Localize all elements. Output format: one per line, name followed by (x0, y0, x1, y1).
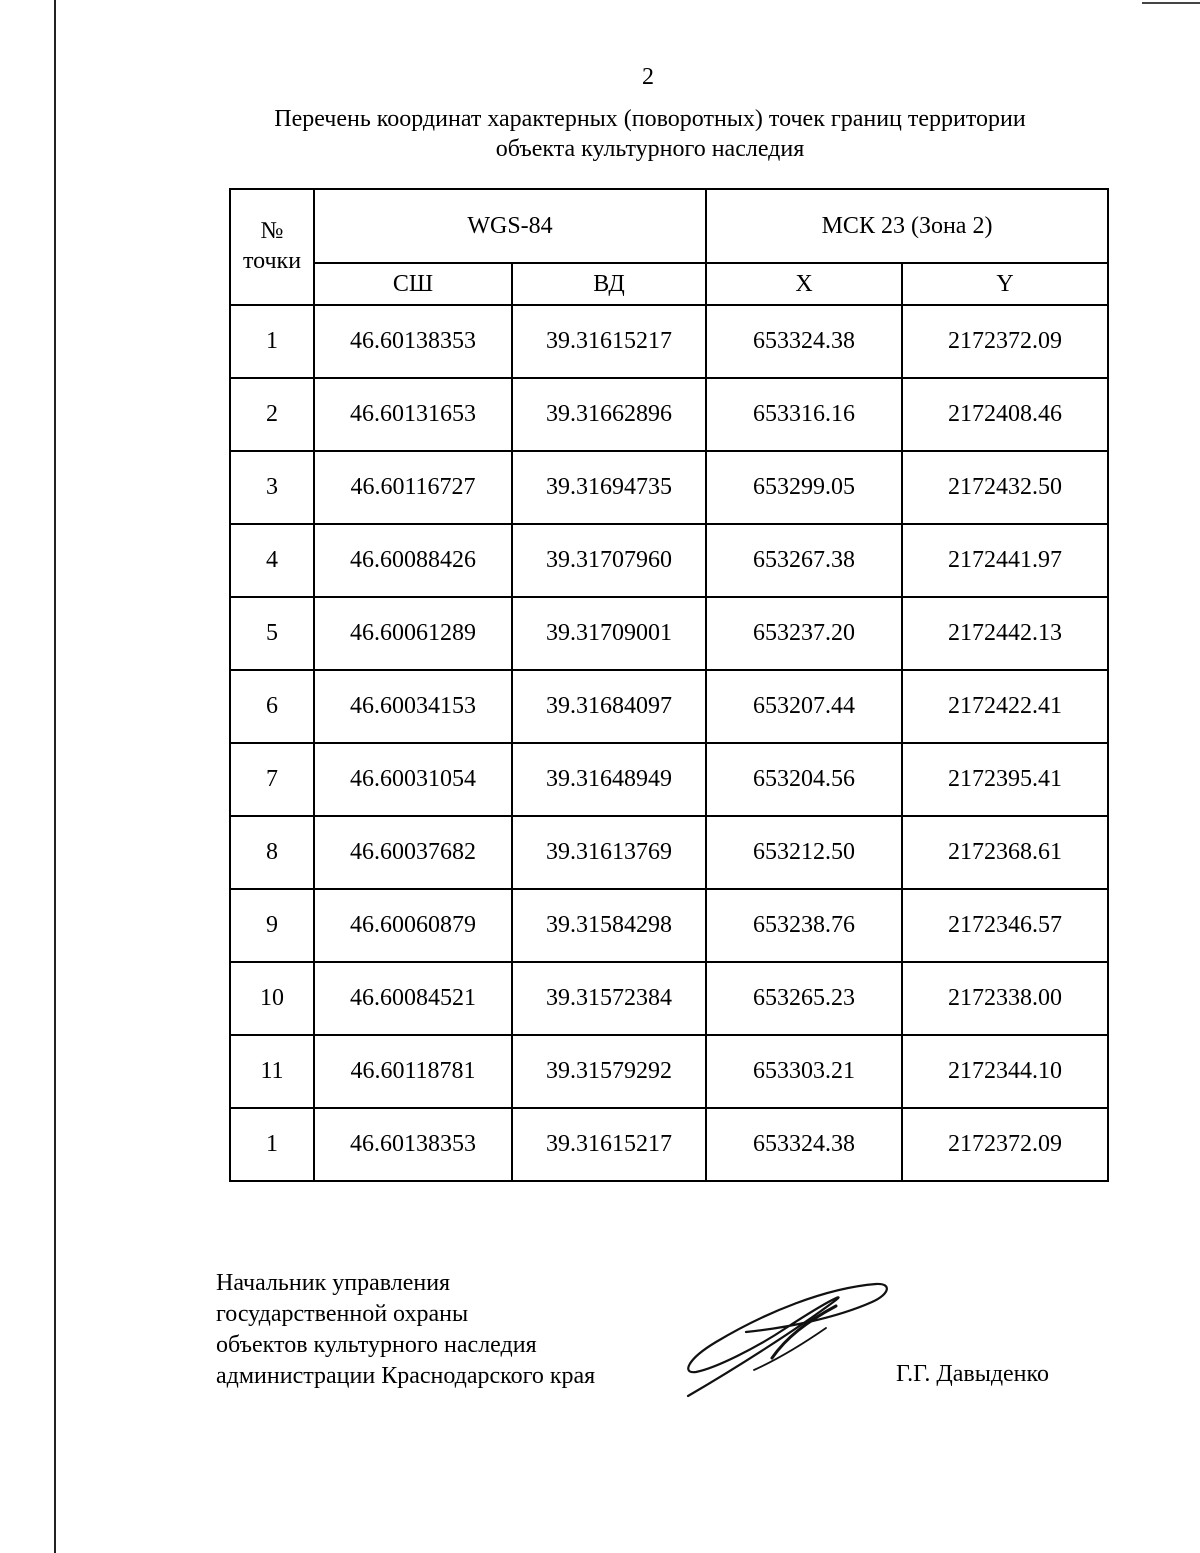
y-cell: 2172372.09 (902, 305, 1108, 378)
point-number-cell: 8 (230, 816, 314, 889)
latitude-cell: 46.60034153 (314, 670, 512, 743)
latitude-header: СШ (314, 263, 512, 305)
title-line-2: объекта культурного наследия (495, 136, 805, 162)
x-cell: 653324.38 (706, 305, 902, 378)
table-row (230, 962, 1108, 1035)
corner-scan-mark (1142, 2, 1200, 4)
y-cell: 2172368.61 (902, 816, 1108, 889)
longitude-cell: 39.31694735 (512, 451, 706, 524)
y-cell: 2172432.50 (902, 451, 1108, 524)
point-number-cell: 4 (230, 524, 314, 597)
point-number-header-line2: точки (242, 248, 302, 274)
longitude-cell: 39.31584298 (512, 889, 706, 962)
position-line-2: государственной охраны (216, 1301, 469, 1327)
x-cell: 653324.38 (706, 1108, 902, 1181)
x-cell: 653237.20 (706, 597, 902, 670)
latitude-cell: 46.60060879 (314, 889, 512, 962)
longitude-cell: 39.31662896 (512, 378, 706, 451)
title-line-1: Перечень координат характерных (поворотных) точек границ территории (274, 106, 1026, 132)
handwritten-signature (676, 1272, 896, 1402)
wgs84-header: WGS-84 (314, 189, 706, 263)
x-cell: 653316.16 (706, 378, 902, 451)
point-number-cell: 7 (230, 743, 314, 816)
table-row (230, 743, 1108, 816)
point-number-cell: 5 (230, 597, 314, 670)
latitude-cell: 46.60116727 (314, 451, 512, 524)
table-row (230, 1035, 1108, 1108)
point-number-cell: 11 (230, 1035, 314, 1108)
position-line-4: администрации Краснодарского края (216, 1363, 596, 1389)
point-number-header (230, 189, 314, 305)
latitude-cell: 46.60084521 (314, 962, 512, 1035)
point-number-cell: 3 (230, 451, 314, 524)
y-cell: 2172372.09 (902, 1108, 1108, 1181)
table-row (230, 451, 1108, 524)
x-cell: 653267.38 (706, 524, 902, 597)
latitude-cell: 46.60031054 (314, 743, 512, 816)
point-number-cell: 1 (230, 1108, 314, 1181)
longitude-cell: 39.31684097 (512, 670, 706, 743)
latitude-cell: 46.60088426 (314, 524, 512, 597)
x-header: X (706, 263, 902, 305)
point-number-cell: 1 (230, 305, 314, 378)
point-number-cell: 6 (230, 670, 314, 743)
table-row (230, 524, 1108, 597)
y-cell: 2172442.13 (902, 597, 1108, 670)
y-cell: 2172344.10 (902, 1035, 1108, 1108)
x-cell: 653207.44 (706, 670, 902, 743)
x-cell: 653299.05 (706, 451, 902, 524)
table-row (230, 597, 1108, 670)
signatory-name: Г.Г. Давыденко (896, 1361, 1049, 1387)
y-cell: 2172441.97 (902, 524, 1108, 597)
y-cell: 2172346.57 (902, 889, 1108, 962)
y-cell: 2172422.41 (902, 670, 1108, 743)
longitude-cell: 39.31613769 (512, 816, 706, 889)
latitude-cell: 46.60138353 (314, 305, 512, 378)
table-row (230, 1108, 1108, 1181)
longitude-cell: 39.31648949 (512, 743, 706, 816)
point-number-cell: 9 (230, 889, 314, 962)
y-cell: 2172395.41 (902, 743, 1108, 816)
latitude-cell: 46.60118781 (314, 1035, 512, 1108)
longitude-cell: 39.31707960 (512, 524, 706, 597)
document-title (150, 104, 1150, 164)
latitude-cell: 46.60037682 (314, 816, 512, 889)
latitude-cell: 46.60131653 (314, 378, 512, 451)
position-line-3: объектов культурного наследия (216, 1332, 537, 1358)
table-row (230, 816, 1108, 889)
point-number-cell: 10 (230, 962, 314, 1035)
longitude-cell: 39.31709001 (512, 597, 706, 670)
x-cell: 653265.23 (706, 962, 902, 1035)
x-cell: 653238.76 (706, 889, 902, 962)
y-cell: 2172338.00 (902, 962, 1108, 1035)
point-number-cell: 2 (230, 378, 314, 451)
latitude-cell: 46.60138353 (314, 1108, 512, 1181)
longitude-cell: 39.31615217 (512, 305, 706, 378)
longitude-cell: 39.31579292 (512, 1035, 706, 1108)
point-number-header-line1: № (260, 218, 284, 244)
binding-edge-line (54, 0, 56, 1553)
longitude-cell: 39.31572384 (512, 962, 706, 1035)
signatory-position (216, 1268, 595, 1392)
coordinates-table (229, 188, 1109, 1182)
page-number: 2 (642, 64, 654, 90)
msk23-header: МСК 23 (Зона 2) (706, 189, 1108, 263)
latitude-cell: 46.60061289 (314, 597, 512, 670)
x-cell: 653212.50 (706, 816, 902, 889)
y-header: Y (902, 263, 1108, 305)
x-cell: 653204.56 (706, 743, 902, 816)
y-cell: 2172408.46 (902, 378, 1108, 451)
table-row (230, 378, 1108, 451)
table-row (230, 670, 1108, 743)
longitude-header: ВД (512, 263, 706, 305)
table-row (230, 889, 1108, 962)
longitude-cell: 39.31615217 (512, 1108, 706, 1181)
position-line-1: Начальник управления (216, 1270, 451, 1296)
table-row (230, 305, 1108, 378)
x-cell: 653303.21 (706, 1035, 902, 1108)
